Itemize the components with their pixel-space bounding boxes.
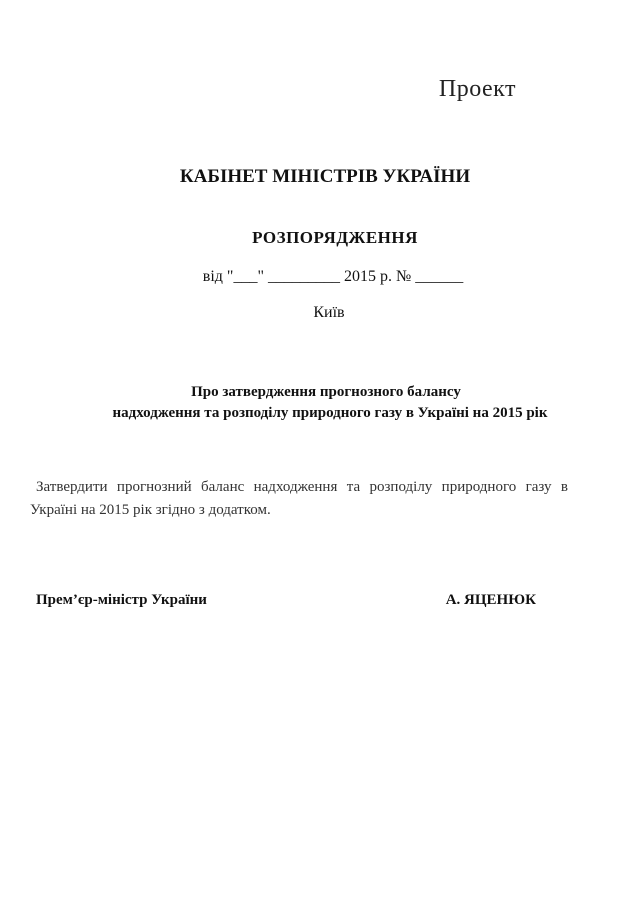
body-paragraph: Затвердити прогнозний баланс надходження та розподілу природного газу в Україні на 2015 рік згідно з додатком. xyxy=(30,479,568,518)
issuer-heading: КАБІНЕТ МІНІСТРІВ УКРАЇНИ xyxy=(179,166,471,187)
subject-line-2: надходження та розподілу природного газу в Україні на 2015 рік xyxy=(112,405,548,421)
city-label: Київ xyxy=(313,304,345,321)
signer-position: Прем’єр-міністр України xyxy=(36,592,207,608)
subject-line-1: Про затвердження прогнозного балансу xyxy=(191,384,461,400)
draft-label: Проект xyxy=(438,76,516,102)
document-type-heading: РОЗПОРЯДЖЕННЯ xyxy=(252,228,418,247)
subject-heading xyxy=(0,382,640,424)
signer-name: А. ЯЦЕНЮК xyxy=(445,592,536,608)
date-number-line: від "___" _________ 2015 р. № ______ xyxy=(202,268,464,285)
